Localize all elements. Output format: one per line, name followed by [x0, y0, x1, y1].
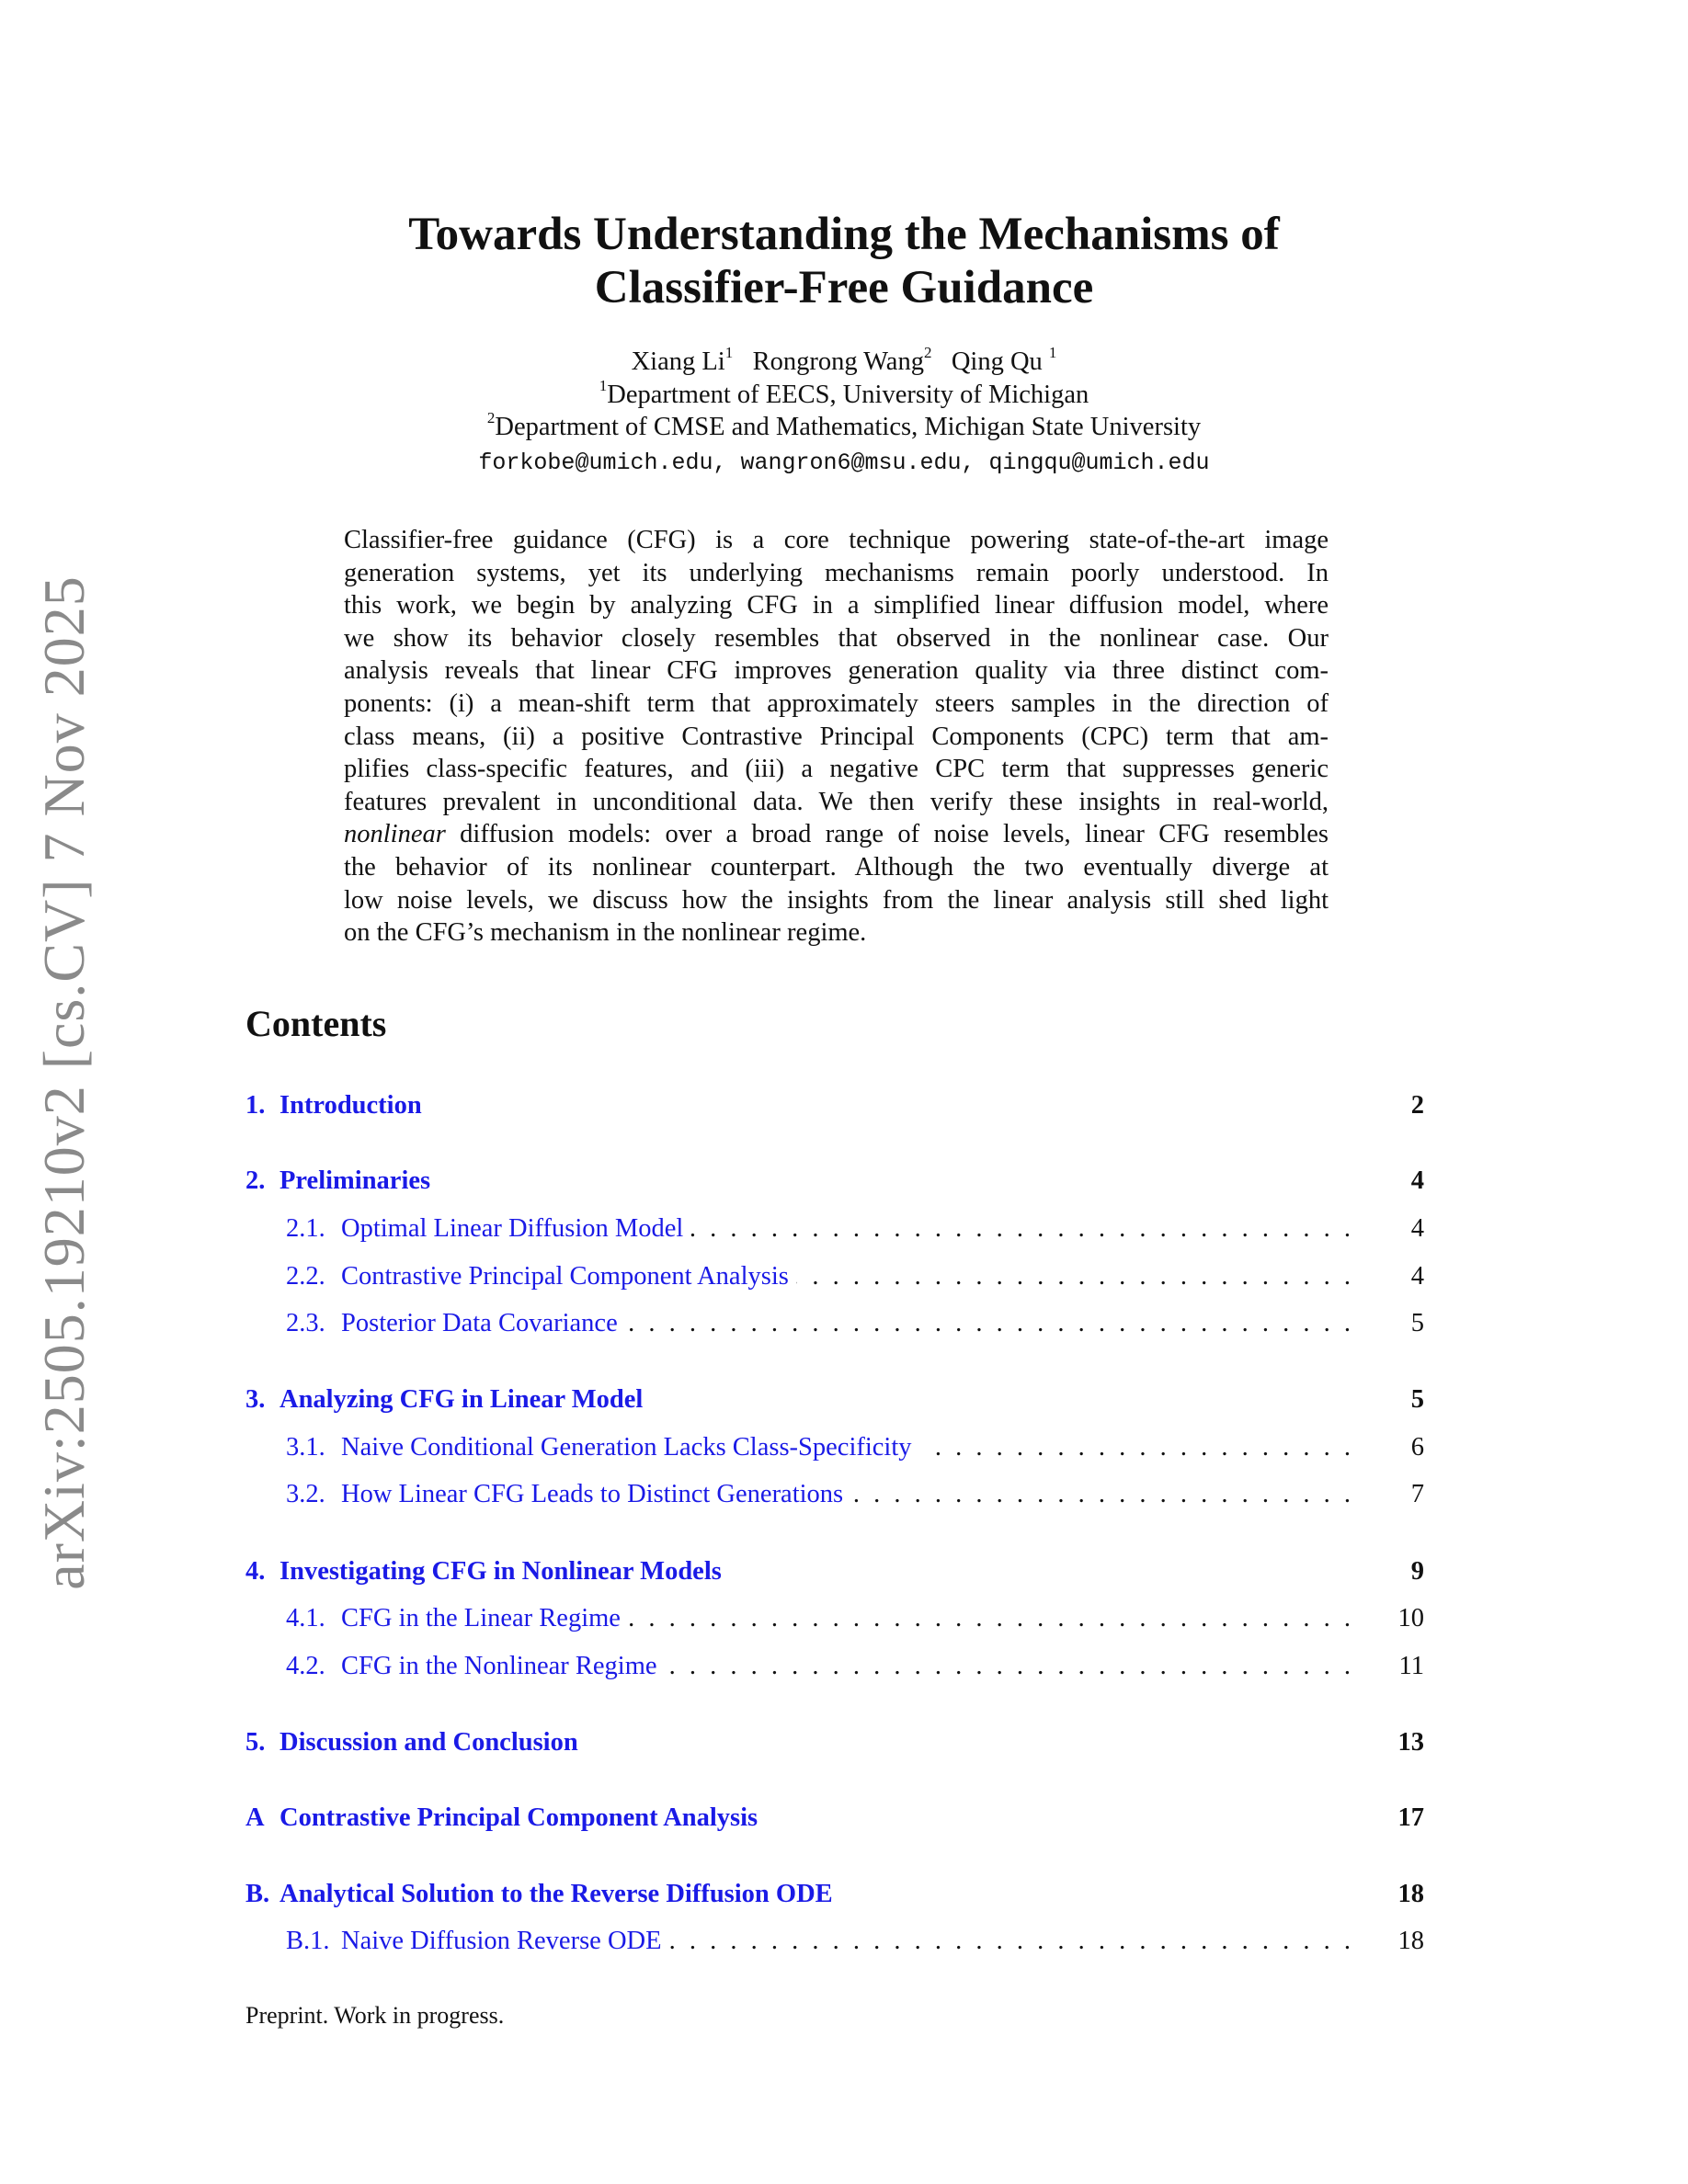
- abstract-line: on the CFG’s mechanism in the nonlinear regime.: [344, 918, 867, 948]
- toc-page-number[interactable]: 10: [1397, 1604, 1424, 1632]
- toc-leader-dots: [625, 1309, 1351, 1338]
- toc-leader-dots: [665, 1652, 1351, 1681]
- toc-leader-dots: [919, 1433, 1351, 1462]
- toc-page-number[interactable]: 4: [1410, 1262, 1424, 1291]
- toc-number[interactable]: 2.: [245, 1166, 266, 1195]
- toc-number[interactable]: 2.2.: [286, 1262, 325, 1291]
- toc-page-number[interactable]: 2: [1410, 1091, 1424, 1120]
- toc-number[interactable]: 4.: [245, 1557, 266, 1586]
- abstract-line: low noise levels, we discuss how the insights from the linear analysis still shed light: [344, 885, 1329, 915]
- affil-number: 2: [486, 409, 496, 427]
- toc-leader-dots: [669, 1927, 1351, 1956]
- footer-note: Preprint. Work in progress.: [245, 2002, 505, 2029]
- paper-title-line-2: Classifier-Free Guidance: [594, 262, 1094, 313]
- toc-entry[interactable]: [245, 1555, 1424, 1588]
- toc-entry[interactable]: [245, 1650, 1424, 1683]
- toc-page-number[interactable]: 7: [1410, 1480, 1424, 1508]
- authors: [0, 344, 1688, 377]
- abstract-line: Classifier-free guidance (CFG) is a core technique powering state-of-the-art image: [344, 526, 1329, 554]
- toc-entry[interactable]: [245, 1431, 1424, 1464]
- toc-page-number[interactable]: 18: [1397, 1880, 1424, 1908]
- toc-page-number[interactable]: 13: [1397, 1728, 1424, 1757]
- affiliation-1: [0, 377, 1688, 410]
- paper-title-line-1: Towards Understanding the Mechanisms of: [408, 209, 1280, 260]
- contents-heading: Contents: [245, 1003, 387, 1044]
- toc-number[interactable]: 4.1.: [286, 1604, 325, 1632]
- affil-number: 1: [599, 377, 608, 394]
- author-emails: forkobe@umich.edu, wangron6@msu.edu, qingqu@umich.edu: [478, 449, 1210, 476]
- toc-entry[interactable]: [245, 1478, 1424, 1511]
- toc-entry[interactable]: [245, 1383, 1424, 1416]
- toc-entry[interactable]: [245, 1260, 1424, 1293]
- toc-page-number[interactable]: 5: [1410, 1309, 1424, 1337]
- toc-page-number[interactable]: 4: [1410, 1166, 1424, 1195]
- toc-label[interactable]: Analytical Solution to the Reverse Diffusion ODE: [279, 1880, 833, 1908]
- abstract: [344, 524, 1329, 950]
- toc-entry[interactable]: [245, 1165, 1424, 1198]
- toc-entry[interactable]: [245, 1212, 1424, 1246]
- toc-label[interactable]: Naive Diffusion Reverse ODE: [341, 1927, 662, 1955]
- toc-page-number[interactable]: 4: [1410, 1214, 1424, 1243]
- toc-label[interactable]: Investigating CFG in Nonlinear Models: [279, 1557, 722, 1586]
- toc-entry[interactable]: [245, 1925, 1424, 1958]
- affil-text: Department of EECS, University of Michigan: [607, 381, 1089, 409]
- abstract-line: [344, 818, 1329, 851]
- toc-label[interactable]: How Linear CFG Leads to Distinct Generations: [341, 1480, 844, 1508]
- toc-entry[interactable]: [245, 1802, 1424, 1835]
- toc-leader-dots: [690, 1214, 1351, 1244]
- author-affil: 1: [1048, 344, 1057, 361]
- affiliation-2: [0, 409, 1688, 442]
- toc-label[interactable]: Naive Conditional Generation Lacks Class-Specificity: [341, 1433, 912, 1462]
- author-affil: 1: [724, 344, 734, 361]
- toc-number[interactable]: 1.: [245, 1091, 266, 1120]
- author-affil: 2: [923, 344, 932, 361]
- abstract-line: analysis reveals that linear CFG improves generation quality via three distinct com-: [344, 656, 1329, 686]
- toc-label[interactable]: Analyzing CFG in Linear Model: [279, 1385, 644, 1414]
- toc-leader-dots: [850, 1480, 1351, 1509]
- abstract-line: we show its behavior closely resembles that observed in the nonlinear case. Our: [344, 623, 1329, 653]
- abstract-text: diffusion models: over a broad range of noise levels, linear CFG resembles: [445, 820, 1329, 849]
- toc-page-number[interactable]: 11: [1398, 1652, 1424, 1680]
- abstract-line: plifies class-specific features, and (iii) a negative CPC term that suppresses generic: [344, 755, 1329, 784]
- abstract-line: class means, (ii) a positive Contrastive Principal Components (CPC) term that am-: [344, 722, 1329, 751]
- toc-page-number[interactable]: 6: [1410, 1433, 1424, 1462]
- toc-label[interactable]: CFG in the Linear Regime: [341, 1604, 621, 1632]
- toc-entry[interactable]: [245, 1878, 1424, 1911]
- toc-entry[interactable]: [245, 1089, 1424, 1122]
- toc-label[interactable]: Discussion and Conclusion: [279, 1728, 578, 1757]
- affil-text: Department of CMSE and Mathematics, Michigan State University: [495, 413, 1202, 441]
- toc-leader-dots: [628, 1604, 1351, 1633]
- toc-label[interactable]: Introduction: [279, 1091, 422, 1120]
- toc-label[interactable]: CFG in the Nonlinear Regime: [341, 1652, 657, 1680]
- toc-entry[interactable]: [245, 1307, 1424, 1340]
- abstract-line: generation systems, yet its underlying mechanisms remain poorly understood. In: [344, 558, 1329, 587]
- toc-number[interactable]: 3.2.: [286, 1480, 325, 1508]
- author: Xiang Li: [631, 347, 725, 376]
- abstract-line: this work, we begin by analyzing CFG in a simplified linear diffusion model, where: [344, 591, 1329, 620]
- abstract-emphasis: nonlinear: [344, 820, 446, 849]
- toc-number[interactable]: 5.: [245, 1728, 266, 1757]
- toc-number[interactable]: B.: [245, 1880, 270, 1908]
- toc-page-number[interactable]: 18: [1397, 1927, 1424, 1955]
- abstract-line: ponents: (i) a mean-shift term that approximately steers samples in the direction of: [344, 688, 1329, 718]
- toc-label[interactable]: Contrastive Principal Component Analysis: [279, 1803, 758, 1832]
- abstract-line: features prevalent in unconditional data. We then verify these insights in real-world,: [344, 787, 1329, 816]
- toc-label[interactable]: Contrastive Principal Component Analysis: [341, 1262, 789, 1291]
- toc-leader-dots: [796, 1262, 1351, 1291]
- toc-label[interactable]: Preliminaries: [279, 1166, 431, 1195]
- toc-page-number[interactable]: 9: [1410, 1557, 1424, 1586]
- toc-number[interactable]: B.1.: [286, 1927, 330, 1955]
- toc-label[interactable]: Optimal Linear Diffusion Model: [341, 1214, 684, 1243]
- author: Qing Qu: [951, 347, 1043, 376]
- abstract-line: the behavior of its nonlinear counterpart. Although the two eventually diverge at: [344, 852, 1329, 882]
- toc-page-number[interactable]: 17: [1397, 1803, 1424, 1832]
- toc-number[interactable]: 3.1.: [286, 1433, 325, 1462]
- toc-label[interactable]: Posterior Data Covariance: [341, 1309, 618, 1337]
- toc-number[interactable]: 2.3.: [286, 1309, 325, 1337]
- toc-entry[interactable]: [245, 1726, 1424, 1759]
- author: Rongrong Wang: [752, 347, 924, 376]
- toc-number[interactable]: A: [245, 1803, 265, 1832]
- arxiv-identifier: arXiv:2505.19210v2 [cs.CV] 7 Nov 2025: [31, 575, 97, 1590]
- toc-number[interactable]: 2.1.: [286, 1214, 325, 1243]
- toc-number[interactable]: 4.2.: [286, 1652, 325, 1680]
- toc-entry[interactable]: [245, 1602, 1424, 1635]
- toc-number[interactable]: 3.: [245, 1385, 266, 1414]
- toc-page-number[interactable]: 5: [1410, 1385, 1424, 1414]
